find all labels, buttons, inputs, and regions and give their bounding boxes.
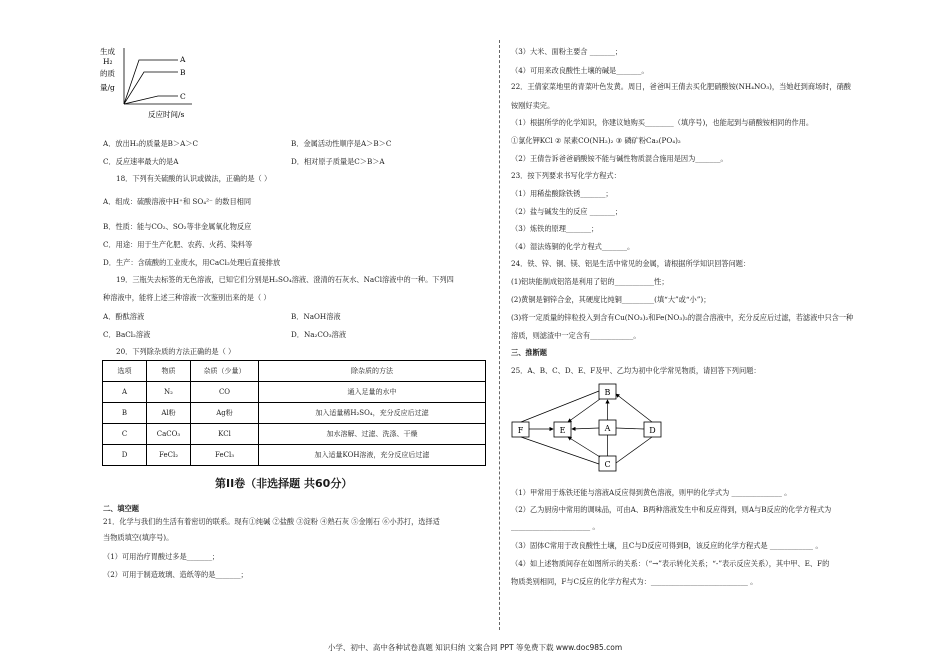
table-header-cell: 选项 <box>103 361 147 382</box>
table-cell: CO <box>191 382 259 403</box>
table-cell: Ag粉 <box>191 403 259 424</box>
node-c-label: C <box>604 460 611 469</box>
column-divider <box>499 40 500 630</box>
chart-curve-c <box>124 96 178 104</box>
table-cell: D <box>103 445 147 466</box>
table-header-row <box>103 361 486 382</box>
q17-option-a: A．放出H₂的质量是B＞A＞C <box>103 139 199 148</box>
table-row <box>103 403 486 424</box>
q19-option-c: C．BaCl₂溶液 <box>103 330 151 339</box>
q17-option-c: C．反应速率最大的是A <box>103 157 179 166</box>
q18-option-a: A．组成：硫酸溶液中H⁺和 SO₄²⁻ 的数目相同 <box>103 197 252 206</box>
edge-d-a <box>616 428 644 429</box>
table-cell: N₂ <box>147 382 191 403</box>
node-e-label: E <box>559 426 566 435</box>
q23-stem: 23．按下列要求书写化学方程式： <box>511 171 621 180</box>
q24-part-2: (2)黄铜是铜锌合金，其硬度比纯铜_________(填“大”或“小”)； <box>511 295 711 304</box>
q21-part-4: （4）可用来改良酸性土壤的碱是_______。 <box>511 66 649 75</box>
q23-part-4: （4）湿法炼铜的化学方程式_______。 <box>511 242 635 251</box>
q21-part-3: （3）大米、面粉主要含 _______； <box>511 47 623 56</box>
chart-xlabel: 反应时间/s <box>148 110 185 119</box>
q24-stem: 24．铁、锌、铜、镁、铝是生活中常见的金属，请根据所学知识回答问题： <box>511 259 751 268</box>
q17-reaction-chart <box>96 44 206 124</box>
q22-choices: ①氯化钾KCl ② 尿素CO(NH₂)₂ ③ 磷矿粉Ca₃(PO₄)₂ <box>511 136 681 145</box>
table-row <box>103 382 486 403</box>
section-fill-heading: 二、填空题 <box>103 504 139 513</box>
chart-label-b: B <box>180 68 186 77</box>
q19-stem-1: 19．三瓶失去标签的无色溶液，已知它们分别是H₂SO₄溶液、澄清的石灰水、NaCl溶液中的一种。下列四 <box>116 275 454 284</box>
q24-part-3b: 溶质，则滤渣中一定含有____________。 <box>511 331 641 340</box>
node-f-label: F <box>517 426 524 435</box>
q19-stem-2: 种溶液中，能将上述三种溶液一次鉴别出来的是（ ） <box>103 293 271 302</box>
q25-part-2a: （2）乙为厨房中常用的调味品，可由A、B两种溶液发生中和反应得到，则A与B反应的化学方程式为 <box>511 505 832 514</box>
q24-part-1: (1)铝块能制成铝箔是利用了铝的___________性； <box>511 277 669 286</box>
edge-f-b <box>521 391 599 422</box>
node-b-label: B <box>604 388 611 397</box>
table-header-cell: 除杂质的方法 <box>259 361 486 382</box>
edge-b-e <box>568 399 600 422</box>
q22-part-2: （2）王倩告诉爸爸硝酸铵不能与碱性物质混合施用是因为_______。 <box>511 154 728 163</box>
node-d-label: D <box>649 426 656 435</box>
q19-option-d: D．Na₂CO₃溶液 <box>291 330 347 339</box>
q19-option-b: B．NaOH溶液 <box>291 312 341 321</box>
q22-stem-2: 铵刚好卖完。 <box>511 101 555 110</box>
q17-option-d: D．相对原子质量是C＞B＞A <box>291 157 385 166</box>
chart-ylabel-1: 生成 <box>100 47 115 56</box>
table-cell: 加入适量KOH溶液，充分反应后过滤 <box>259 445 486 466</box>
table-cell: FeCl₂ <box>147 445 191 466</box>
q21-part-1: （1）可用治疗胃酸过多是_______； <box>103 552 219 561</box>
chart-curve-b <box>124 72 178 104</box>
edge-a-e <box>572 428 599 429</box>
table-row <box>103 424 486 445</box>
chart-ylabel-3: 的质 <box>100 69 115 78</box>
q18-option-b: B．性质：能与CO₂、SO₂等非金属氧化物反应 <box>103 222 252 231</box>
table-header-cell: 杂质（少量） <box>191 361 259 382</box>
table-cell: 通入足量的水中 <box>259 382 486 403</box>
table-cell: A <box>103 382 147 403</box>
edge-f-c <box>521 437 599 464</box>
q25-relation-diagram <box>508 382 678 474</box>
table-header-cell: 物质 <box>147 361 191 382</box>
chart-label-a: A <box>180 55 186 64</box>
q25-part-3: （3）固体C常用于改良酸性土壤，且C与D反应可得到B，该反应的化学方程式是 ____________ 。 <box>511 541 823 550</box>
table-cell: 加入适量稀H₂SO₄，充分反应后过滤 <box>259 403 486 424</box>
chart-ylabel-2: H₂ <box>103 57 113 66</box>
q22-stem-1: 22．王倩家菜地里的青菜叶色发黄。周日，爸爸叫王倩去买化肥硝酸铵(NH₄NO₃)，当她赶到商场时，硝酸 <box>511 82 851 91</box>
q25-part-2b: ______________________ 。 <box>511 522 600 531</box>
q18-stem: 18．下列有关硫酸的认识或做法，正确的是（ ） <box>116 174 272 183</box>
table-cell: B <box>103 403 147 424</box>
table-cell: 加水溶解、过滤、洗涤、干燥 <box>259 424 486 445</box>
chart-label-c: C <box>180 92 186 101</box>
q18-option-c: C．用途：用于生产化肥、农药、火药、染料等 <box>103 240 253 249</box>
edge-d-c <box>616 437 652 463</box>
q23-part-1: （1）用稀盐酸除铁锈_______； <box>511 189 613 198</box>
q21-stem-1: 21．化学与我们的生活有着密切的联系。现有①纯碱 ②盐酸 ③淀粉 ④熟石灰 ⑤金刚石 ⑥小苏打，选择适 <box>103 517 440 526</box>
q21-stem-2: 当物质填空(填序号)。 <box>103 533 174 542</box>
q25-part-4a: （4）如上述物质间存在如图所示的关系：（“→”表示转化关系；“-”表示反应关系），其中甲、E、F的 <box>511 559 830 568</box>
table-cell: KCl <box>191 424 259 445</box>
q21-part-2: （2）可用于制造玻璃、造纸等的是_______； <box>103 570 248 579</box>
section-2-title: 第II卷（非选择题 共60分） <box>215 477 353 490</box>
node-a-label: A <box>604 424 611 433</box>
table-cell: CaCO₃ <box>147 424 191 445</box>
q20-stem: 20．下列除杂质的方法正确的是（ ） <box>116 347 236 356</box>
edge-c-e <box>568 437 600 457</box>
q25-stem: 25．A、B、C、D、E、F及甲、乙均为初中化学常见物质，请回答下列问题： <box>511 366 761 375</box>
q18-option-d: D．生产：含硫酸的工业废水，用CaCl₂处理后直接排放 <box>103 258 281 267</box>
q17-option-b: B．金属活动性顺序是A＞B＞C <box>291 139 392 148</box>
table-cell: FeCl₃ <box>191 445 259 466</box>
chart-ylabel-4: 量/g <box>100 83 115 92</box>
table-cell: C <box>103 424 147 445</box>
q25-part-1: （1）甲常用于炼铁还能与溶液A反应得到黄色溶液，则甲的化学式为 ______________ 。 <box>511 488 792 497</box>
q23-part-3: （3）炼铁的原理_______； <box>511 224 599 233</box>
table-row <box>103 445 486 466</box>
table-cell: Al粉 <box>147 403 191 424</box>
q25-part-4b: 物质类别相同，F与C反应的化学方程式为：___________________________ 。 <box>511 577 758 586</box>
edge-d-b <box>616 394 652 422</box>
q20-table <box>102 360 486 466</box>
q23-part-2: （2）盐与碱发生的反应 _______； <box>511 207 623 216</box>
q19-option-a: A．酚酞溶液 <box>103 312 145 321</box>
page-footer: 小学、初中、高中各种试卷真题 知识归纳 文案合同 PPT 等免费下载 www.doc985.com <box>327 643 623 652</box>
q22-part-1: （1）根据所学的化学知识，你建议她购买________（填序号)，也能起到与硝酸铵相同的作用。 <box>511 118 814 127</box>
q24-part-3a: (3)将一定质量的锌粒投入到含有Cu(NO₃)₂和Fe(NO₃)₂的混合溶液中，充分反应后过滤，若滤液中只含一种 <box>511 313 854 322</box>
section-infer-heading: 三、推断题 <box>511 348 547 357</box>
